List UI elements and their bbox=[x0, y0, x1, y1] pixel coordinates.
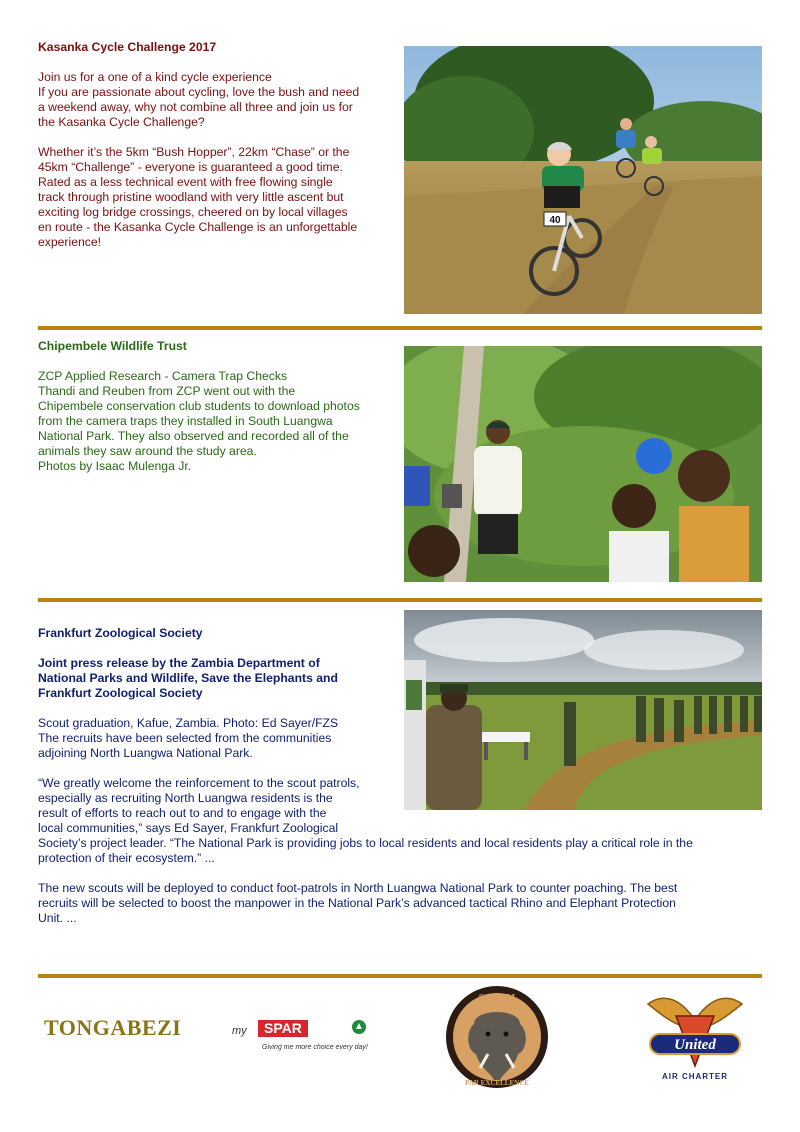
kasanka-section bbox=[38, 40, 398, 250]
safari-par-excellence-logo bbox=[444, 984, 550, 1090]
chipembele-line: Chipembele conservation club students to download photos bbox=[38, 399, 360, 413]
fzs-body-line: Unit. ... bbox=[38, 911, 77, 925]
scout-graduation-photo bbox=[404, 610, 762, 810]
fzs-caption-line: adjoining North Luangwa National Park. bbox=[38, 746, 253, 760]
chipembele-line: ZCP Applied Research - Camera Trap Checks bbox=[38, 369, 288, 383]
section-divider bbox=[38, 326, 762, 330]
chipembele-line: animals they saw around the study area. bbox=[38, 444, 257, 458]
kasanka-intro-line: If you are passionate about cycling, love the bush and need bbox=[38, 85, 360, 99]
fzs-caption-line: The recruits have been selected from the communities bbox=[38, 731, 332, 745]
fzs-subtitle-line: Frankfurt Zoological Society bbox=[38, 686, 203, 700]
kasanka-title: Kasanka Cycle Challenge 2017 bbox=[38, 40, 217, 54]
fzs-subtitle-line: National Parks and Wildlife, Save the Elephants and bbox=[38, 671, 338, 685]
fzs-quote-line: especially as recruiting North Luangwa residents is the bbox=[38, 791, 333, 805]
safari-top-text: SAFARI bbox=[478, 993, 516, 1004]
camera-trap-photo bbox=[404, 346, 762, 582]
fzs-quote-line: result of efforts to reach out to and to engage with the bbox=[38, 806, 327, 820]
section-divider bbox=[38, 598, 762, 602]
kasanka-body-line: 45km “Challenge” - everyone is guaranteed a good time. bbox=[38, 160, 343, 174]
chipembele-title: Chipembele Wildlife Trust bbox=[38, 339, 187, 353]
tongabezi-wordmark: TONGABEZI bbox=[44, 1015, 182, 1040]
fzs-quote-line: protection of their ecosystem.” ... bbox=[38, 851, 215, 865]
kasanka-body-line: Rated as a less technical event with free flowing single bbox=[38, 175, 333, 189]
footer-divider bbox=[38, 974, 762, 978]
tongabezi-logo bbox=[44, 1015, 184, 1054]
fzs-caption-line: Scout graduation, Kafue, Zambia. Photo: Ed Sayer/FZS bbox=[38, 716, 339, 730]
fzs-quote-line: Society’s project leader. “The National Park is providing jobs to local residents and local residents play a critical role in the bbox=[38, 836, 693, 850]
spar-tagline: Giving me more choice every day! bbox=[262, 1044, 368, 1051]
safari-bottom-text: PAR EXCELLENCE bbox=[465, 1079, 529, 1087]
kasanka-body-line: Whether it’s the 5km “Bush Hopper”, 22km “Chase” or the bbox=[38, 145, 350, 159]
fzs-body-line: recruits will be selected to boost the manpower in the National Park’s advanced tactical Rhino and Elephant Protection bbox=[38, 896, 676, 910]
cyclists-photo bbox=[404, 46, 762, 314]
chipembele-line: Thandi and Reuben from ZCP went out with the bbox=[38, 384, 296, 398]
chipembele-line: from the camera traps they installed in South Luangwa bbox=[38, 414, 333, 428]
fzs-title: Frankfurt Zoological Society bbox=[38, 626, 203, 640]
bib-number: 40 bbox=[549, 215, 561, 226]
fzs-quote-line: “We greatly welcome the reinforcement to the scout patrols, bbox=[38, 776, 360, 790]
chipembele-section bbox=[38, 339, 398, 474]
spar-wordmark: SPAR bbox=[258, 1020, 308, 1037]
fzs-subtitle-line: Joint press release by the Zambia Department of bbox=[38, 656, 320, 670]
kasanka-intro-line: a weekend away, why not combine all three and join us for bbox=[38, 100, 353, 114]
united-wordmark: United bbox=[674, 1037, 716, 1053]
kasanka-body-line: track through pristine woodland with very little ascent but bbox=[38, 190, 344, 204]
kasanka-body-line: experience! bbox=[38, 235, 102, 249]
fzs-body-line: The new scouts will be deployed to conduct foot-patrols in North Luangwa National Park to counter poaching. The best bbox=[38, 881, 678, 895]
united-subtitle: AIR CHARTER bbox=[661, 1072, 729, 1081]
kasanka-body-line: en route - the Kasanka Cycle Challenge is an unforgettable bbox=[38, 220, 358, 234]
kasanka-intro-line: the Kasanka Cycle Challenge? bbox=[38, 115, 205, 129]
united-air-charter-logo bbox=[640, 986, 750, 1084]
kasanka-intro-line: Join us for a one of a kind cycle experience bbox=[38, 70, 272, 84]
chipembele-line: National Park. They also observed and recorded all of the bbox=[38, 429, 349, 443]
spar-logo bbox=[232, 1020, 378, 1056]
chipembele-line: Photos by Isaac Mulenga Jr. bbox=[38, 459, 192, 473]
kasanka-body-line: exciting log bridge crossings, cheered on by local villages bbox=[38, 205, 348, 219]
spar-tree-icon: ▲ bbox=[352, 1020, 366, 1034]
spar-prefix: my bbox=[232, 1025, 247, 1037]
fzs-quote-line: local communities,” says Ed Sayer, Frankfurt Zoological bbox=[38, 821, 339, 835]
